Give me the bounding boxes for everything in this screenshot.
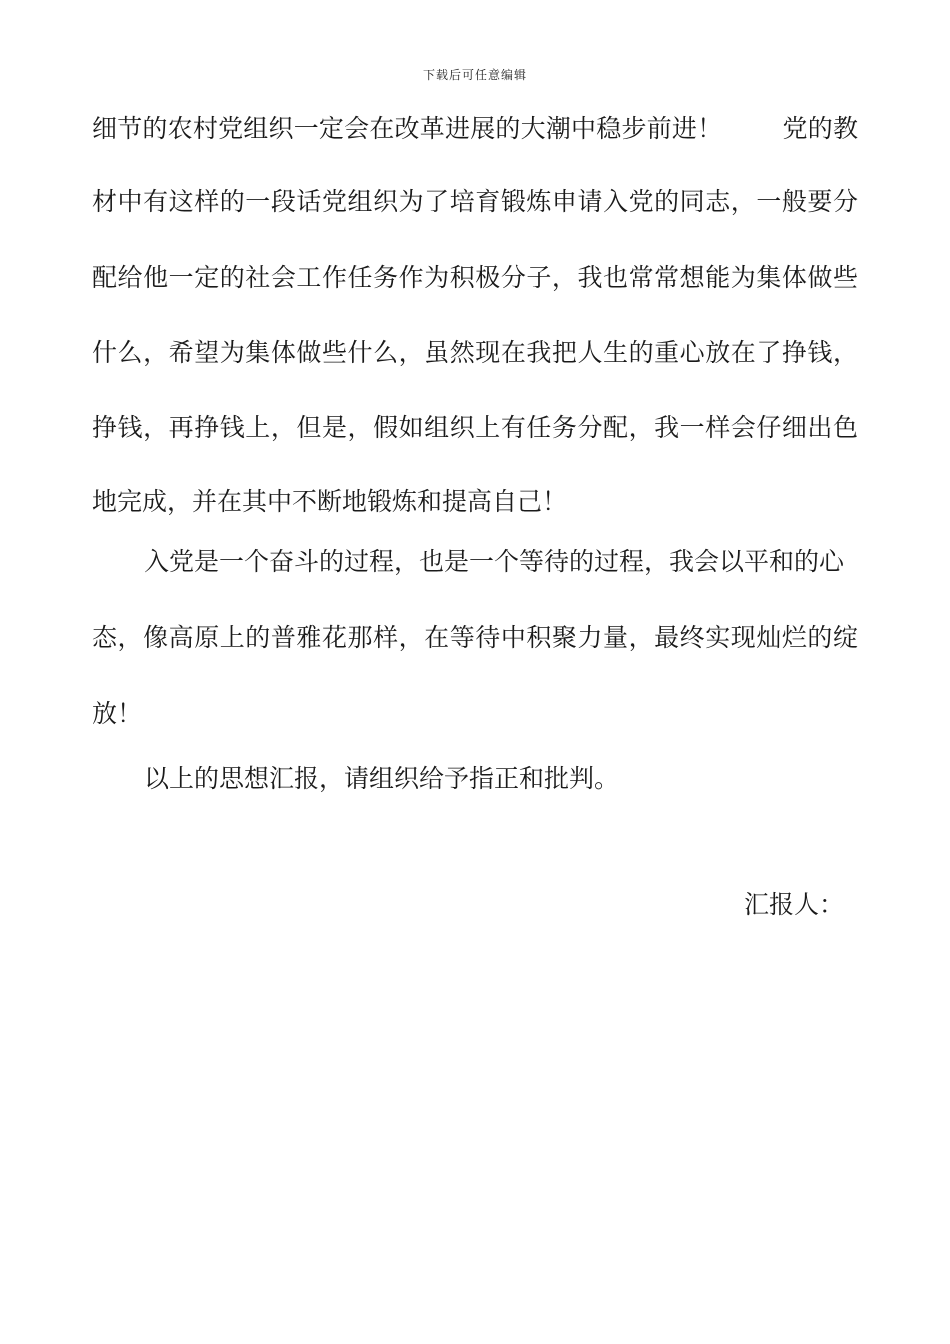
paragraph-line: 地完成，并在其中不断地锻炼和提高自己！ (92, 487, 568, 516)
paragraph-line (92, 114, 858, 144)
paragraph-line: 材中有这样的一段话党组织为了培育锻炼申请入党的同志，一般要分 (92, 187, 858, 216)
signer-label: 汇报人： (743, 890, 844, 919)
paragraph-line: 配给他一定的社会工作任务作为积极分子，我也常常想能为集体做些 (92, 263, 858, 292)
paragraph-text: 党的教 (782, 114, 858, 143)
paragraph-line: 放！ (92, 699, 143, 728)
page-header: 下载后可任意编辑 (422, 68, 527, 82)
paragraph-text: 细节的农村党组织一定会在改革进展的大潮中稳步前进！ (92, 114, 723, 143)
paragraph-line: 以上的思想汇报，请组织给予指正和批判。 (144, 764, 620, 793)
paragraph-line: 什么，希望为集体做些什么，虽然现在我把人生的重心放在了挣钱， (92, 338, 858, 367)
paragraph-line: 入党是一个奋斗的过程，也是一个等待的过程，我会以平和的心 (144, 547, 845, 576)
paragraph-line: 挣钱，再挣钱上，但是，假如组织上有任务分配，我一样会仔细出色 (92, 413, 858, 442)
paragraph-line: 态，像高原上的普雅花那样，在等待中积聚力量，最终实现灿烂的绽 (92, 623, 858, 652)
